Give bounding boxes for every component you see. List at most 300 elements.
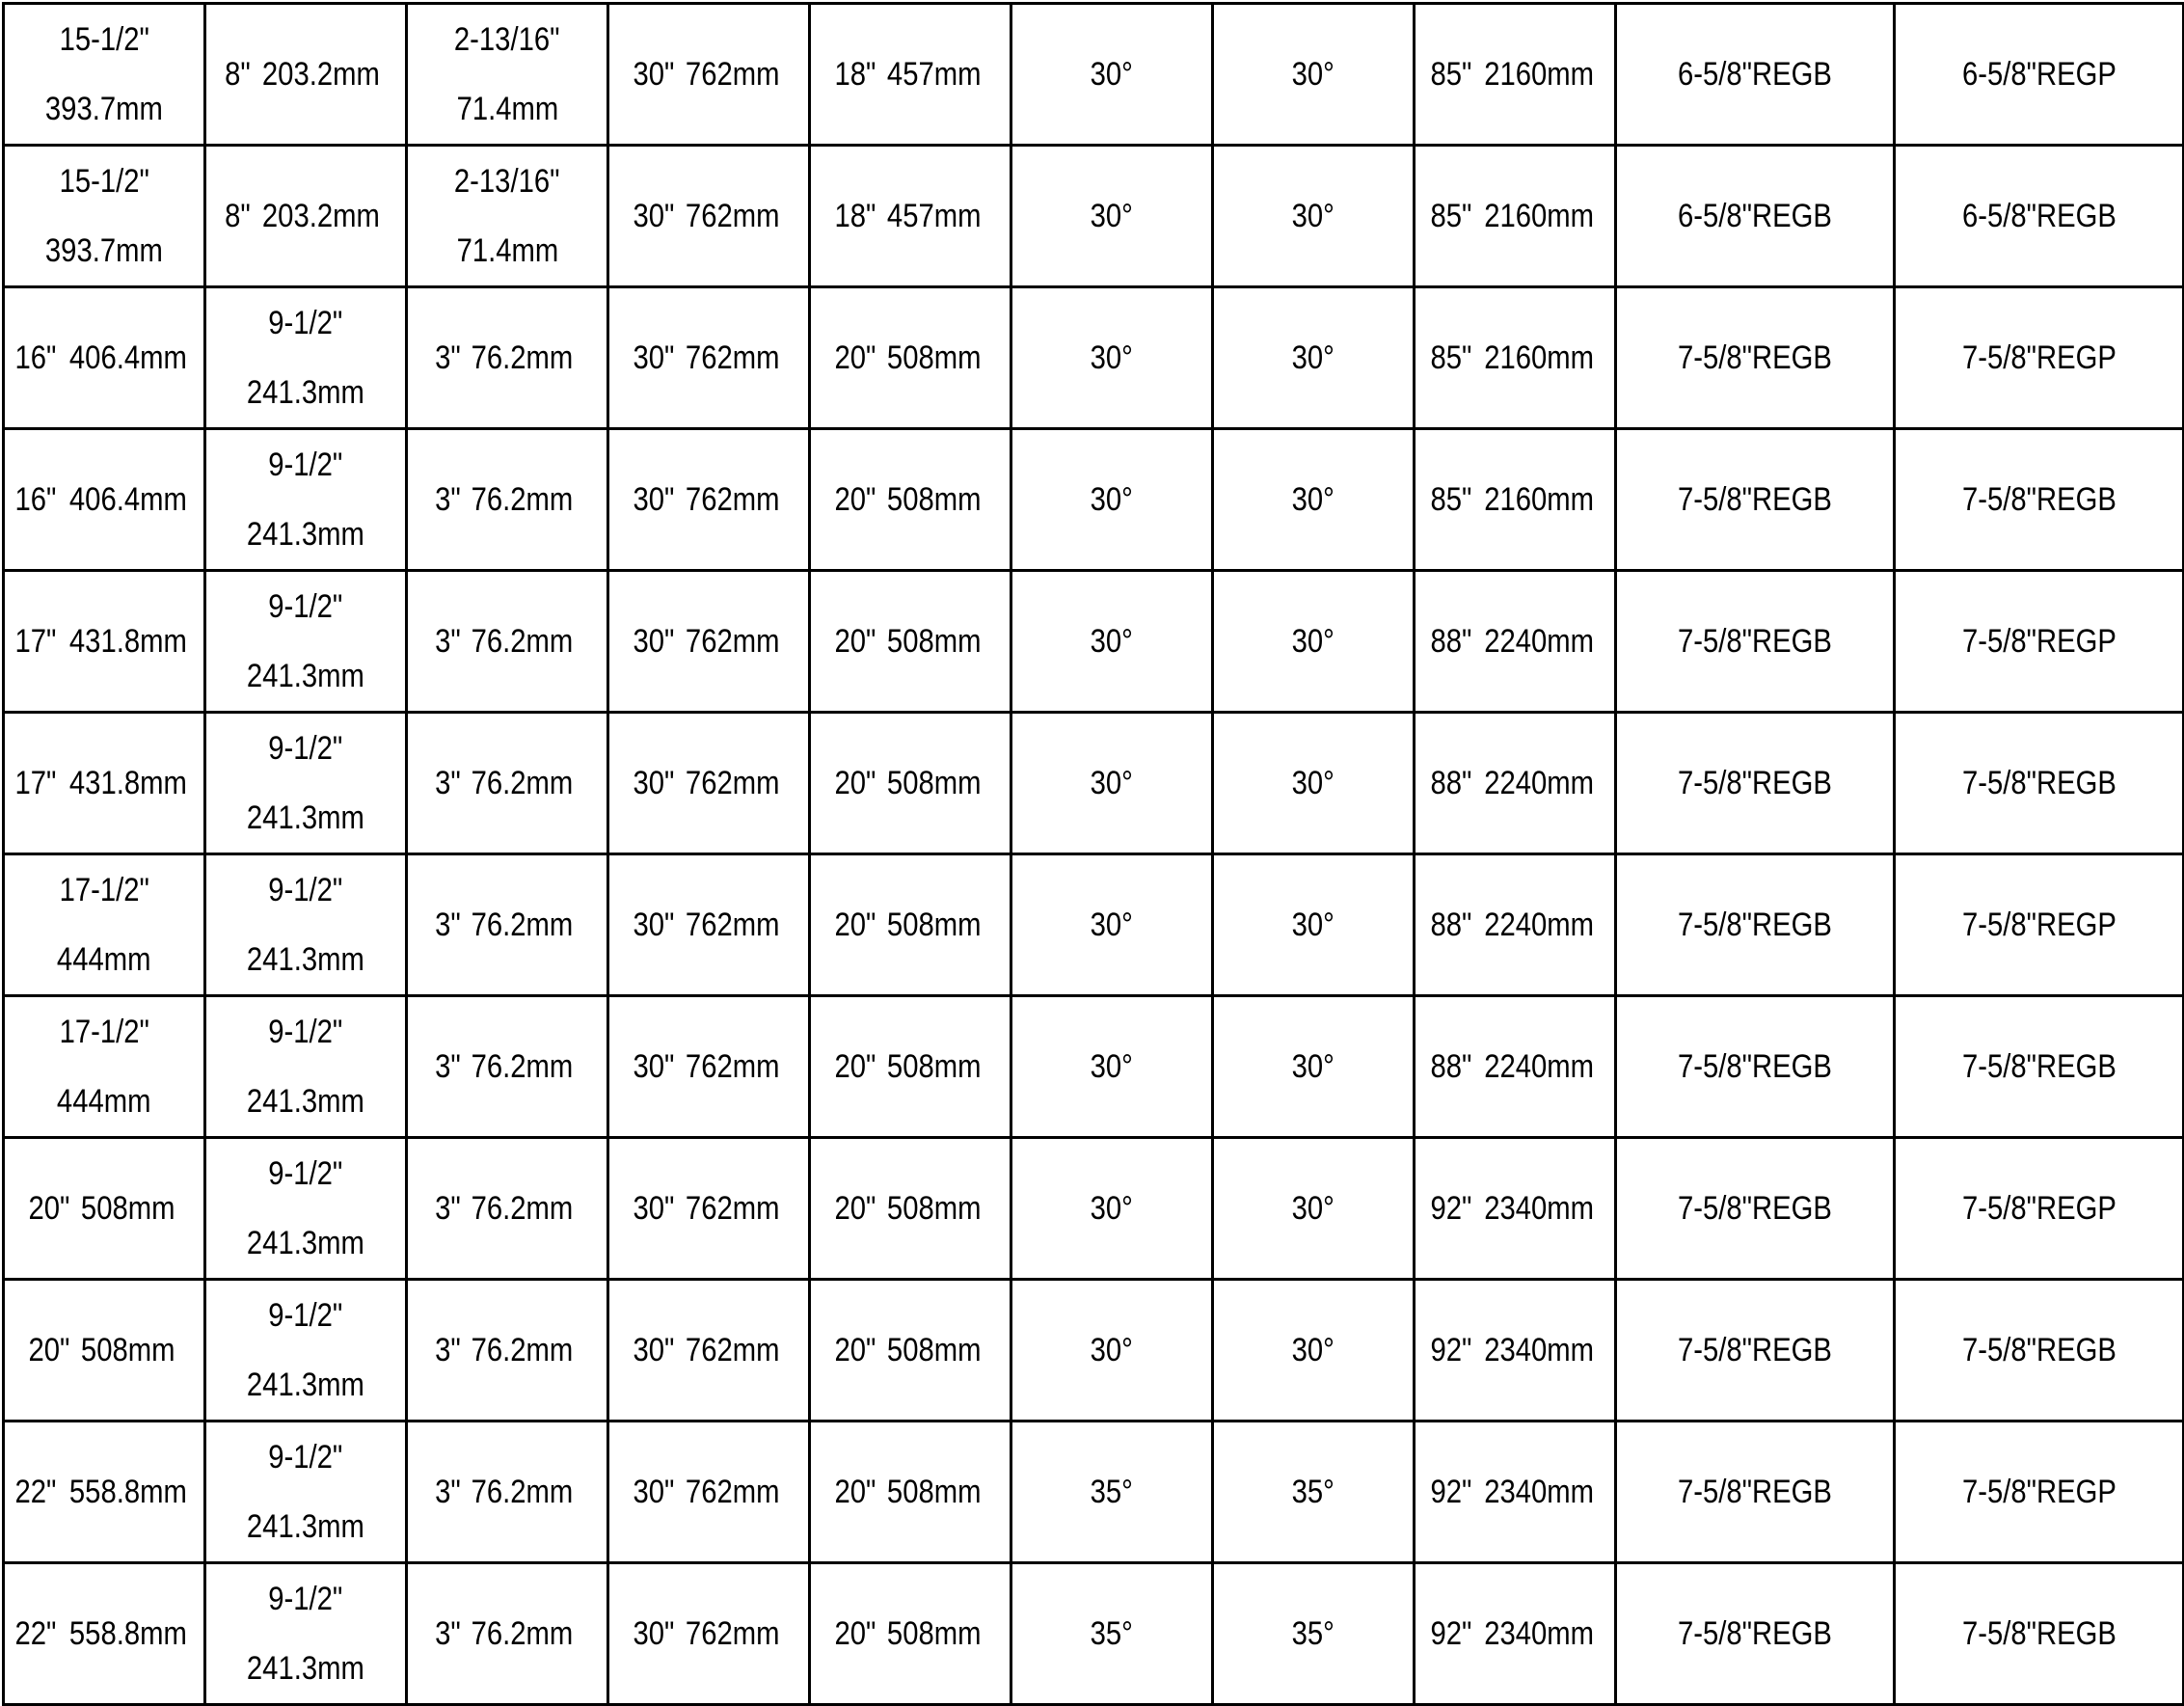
cell-value-secondary: 241.3mm: [247, 658, 364, 694]
cell-value-primary: 92": [1430, 1190, 1472, 1227]
table-cell: [1895, 146, 2184, 287]
table-cell: [1213, 1280, 1415, 1422]
cell-value-primary: 20": [834, 1615, 876, 1652]
table-cell: [608, 1280, 810, 1422]
table-row: [4, 429, 2184, 571]
cell-value-primary: 7-5/8"REGP: [1961, 623, 2117, 660]
table-cell: [1895, 571, 2184, 713]
table-cell: [205, 996, 407, 1138]
cell-value-secondary: 76.2mm: [471, 481, 574, 518]
cell-value-secondary: 508mm: [887, 623, 982, 660]
cell-value-secondary: 558.8mm: [68, 1615, 187, 1652]
table-cell: [407, 713, 608, 854]
table-cell: [407, 429, 608, 571]
table-cell: [205, 1422, 407, 1563]
table-cell: [1213, 4, 1415, 146]
cell-value-secondary: 444mm: [57, 1083, 151, 1120]
cell-value-primary: 85": [1430, 56, 1472, 93]
table-cell: [1895, 429, 2184, 571]
table-cell: [810, 996, 1011, 1138]
cell-value-secondary: 508mm: [887, 765, 982, 801]
cell-value-secondary: 406.4mm: [68, 481, 187, 518]
cell-value-secondary: 241.3mm: [247, 1083, 364, 1120]
cell-value-primary: 35°: [1291, 1474, 1335, 1510]
table-cell: [810, 854, 1011, 996]
table-cell: [1415, 429, 1616, 571]
table-cell: [1895, 996, 2184, 1138]
table-cell: [810, 1422, 1011, 1563]
cell-value-primary: 30": [633, 56, 675, 93]
cell-value-primary: 30°: [1090, 765, 1134, 801]
cell-value-primary: 7-5/8"REGB: [1678, 1332, 1832, 1368]
cell-value-secondary: 241.3mm: [247, 1650, 364, 1687]
table-cell: [407, 1563, 608, 1705]
cell-value-secondary: 241.3mm: [247, 1367, 364, 1403]
cell-value-primary: 7-5/8"REGB: [1961, 481, 2117, 518]
cell-value-secondary: 457mm: [887, 56, 982, 93]
table-cell: [4, 713, 205, 854]
table-cell: [1213, 713, 1415, 854]
cell-value-primary: 3": [435, 907, 461, 943]
cell-value-primary: 7-5/8"REGB: [1678, 765, 1832, 801]
cell-value-primary: 30°: [1090, 1190, 1134, 1227]
table-row: [4, 996, 2184, 1138]
cell-value-primary: 30°: [1090, 198, 1134, 234]
cell-value-primary: 6-5/8"REGB: [1961, 198, 2117, 234]
cell-value-primary: 30°: [1291, 481, 1335, 518]
table-row: [4, 4, 2184, 146]
table-row: [4, 287, 2184, 429]
table-cell: [1213, 287, 1415, 429]
table-cell: [407, 996, 608, 1138]
cell-value-secondary: 762mm: [686, 339, 780, 376]
table-cell: [4, 1563, 205, 1705]
cell-value-secondary: 762mm: [686, 1332, 780, 1368]
cell-value-secondary: 76.2mm: [471, 1048, 574, 1085]
cell-value-secondary: 76.2mm: [471, 339, 574, 376]
table-cell: [1616, 429, 1895, 571]
cell-value-primary: 85": [1430, 481, 1472, 518]
cell-value-primary: 7-5/8"REGB: [1678, 481, 1832, 518]
cell-value-primary: 7-5/8"REGB: [1678, 1048, 1832, 1085]
table-cell: [1213, 854, 1415, 996]
cell-value-secondary: 241.3mm: [247, 516, 364, 553]
table-cell: [1213, 146, 1415, 287]
cell-value-secondary: 508mm: [81, 1332, 175, 1368]
cell-value-primary: 7-5/8"REGP: [1961, 339, 2117, 376]
cell-value-primary: 3": [435, 1474, 461, 1510]
cell-value-primary: 3": [435, 1615, 461, 1652]
cell-value-secondary: 203.2mm: [261, 198, 380, 234]
cell-value-secondary: 2160mm: [1484, 339, 1594, 376]
table-cell: [810, 1280, 1011, 1422]
table-cell: [810, 571, 1011, 713]
cell-value-primary: 30°: [1291, 623, 1335, 660]
cell-value-secondary: 762mm: [686, 1615, 780, 1652]
cell-value-primary: 9-1/2": [268, 1297, 343, 1334]
table-cell: [1415, 1563, 1616, 1705]
cell-value-secondary: 762mm: [686, 56, 780, 93]
cell-value-secondary: 2340mm: [1484, 1332, 1594, 1368]
cell-value-primary: 2-13/16": [454, 163, 560, 200]
cell-value-primary: 7-5/8"REGB: [1961, 1332, 2117, 1368]
cell-value-primary: 30°: [1291, 765, 1335, 801]
table-cell: [1011, 996, 1213, 1138]
cell-value-primary: 92": [1430, 1615, 1472, 1652]
cell-value-secondary: 76.2mm: [471, 1474, 574, 1510]
cell-value-primary: 7-5/8"REGB: [1961, 1615, 2117, 1652]
cell-value-primary: 7-5/8"REGP: [1961, 907, 2117, 943]
table-cell: [1011, 854, 1213, 996]
cell-value-primary: 30": [633, 1332, 675, 1368]
cell-value-primary: 30°: [1090, 1048, 1134, 1085]
table-cell: [1616, 4, 1895, 146]
table-cell: [1895, 287, 2184, 429]
cell-value-primary: 3": [435, 339, 461, 376]
table-cell: [205, 429, 407, 571]
table-cell: [205, 1138, 407, 1280]
cell-value-primary: 20": [834, 907, 876, 943]
table-cell: [1415, 1138, 1616, 1280]
table-cell: [4, 854, 205, 996]
table-cell: [810, 429, 1011, 571]
table-cell: [1415, 854, 1616, 996]
cell-value-primary: 7-5/8"REGP: [1961, 1474, 2117, 1510]
table-cell: [608, 146, 810, 287]
cell-value-primary: 7-5/8"REGB: [1961, 765, 2117, 801]
cell-value-primary: 7-5/8"REGB: [1678, 907, 1832, 943]
table-cell: [205, 1563, 407, 1705]
cell-value-primary: 3": [435, 481, 461, 518]
table-cell: [1011, 1563, 1213, 1705]
cell-value-secondary: 2340mm: [1484, 1474, 1594, 1510]
cell-value-primary: 30°: [1291, 339, 1335, 376]
cell-value-primary: 20": [834, 623, 876, 660]
cell-value-primary: 30°: [1291, 1332, 1335, 1368]
cell-value-primary: 85": [1430, 198, 1472, 234]
cell-value-primary: 17": [14, 765, 57, 801]
table-cell: [407, 1422, 608, 1563]
table-cell: [4, 1138, 205, 1280]
cell-value-secondary: 762mm: [686, 623, 780, 660]
cell-value-primary: 3": [435, 1048, 461, 1085]
table-cell: [205, 287, 407, 429]
cell-value-primary: 3": [435, 1332, 461, 1368]
cell-value-primary: 22": [14, 1615, 57, 1652]
cell-value-secondary: 508mm: [887, 1332, 982, 1368]
table-row: [4, 854, 2184, 996]
table-cell: [205, 854, 407, 996]
table-cell: [205, 713, 407, 854]
cell-value-secondary: 76.2mm: [471, 765, 574, 801]
cell-value-secondary: 508mm: [887, 1615, 982, 1652]
table-cell: [1895, 1138, 2184, 1280]
cell-value-secondary: 76.2mm: [471, 1332, 574, 1368]
cell-value-primary: 30°: [1291, 1048, 1335, 1085]
cell-value-secondary: 508mm: [887, 481, 982, 518]
cell-value-primary: 92": [1430, 1332, 1472, 1368]
cell-value-primary: 17": [14, 623, 57, 660]
cell-value-secondary: 241.3mm: [247, 1508, 364, 1545]
table-cell: [205, 146, 407, 287]
cell-value-primary: 8": [224, 198, 251, 234]
cell-value-primary: 30": [633, 623, 675, 660]
table-cell: [4, 429, 205, 571]
table-cell: [810, 287, 1011, 429]
cell-value-secondary: 2160mm: [1484, 198, 1594, 234]
table-row: [4, 1563, 2184, 1705]
table-cell: [1415, 4, 1616, 146]
table-cell: [1895, 1422, 2184, 1563]
cell-value-primary: 30": [633, 765, 675, 801]
cell-value-primary: 3": [435, 623, 461, 660]
cell-value-primary: 18": [834, 198, 876, 234]
cell-value-primary: 30°: [1090, 623, 1134, 660]
cell-value-primary: 30°: [1291, 1190, 1335, 1227]
cell-value-secondary: 2340mm: [1484, 1190, 1594, 1227]
cell-value-secondary: 762mm: [686, 1474, 780, 1510]
cell-value-primary: 17-1/2": [59, 872, 149, 908]
table-cell: [1616, 287, 1895, 429]
cell-value-primary: 3": [435, 1190, 461, 1227]
cell-value-secondary: 76.2mm: [471, 1190, 574, 1227]
cell-value-secondary: 508mm: [887, 1474, 982, 1510]
table-cell: [1011, 146, 1213, 287]
table-cell: [1213, 1563, 1415, 1705]
cell-value-secondary: 431.8mm: [68, 623, 187, 660]
cell-value-primary: 30°: [1090, 56, 1134, 93]
table-cell: [1415, 1422, 1616, 1563]
cell-value-primary: 8": [224, 56, 251, 93]
cell-value-primary: 20": [28, 1332, 70, 1368]
table-cell: [1616, 713, 1895, 854]
cell-value-secondary: 393.7mm: [45, 91, 163, 127]
table-cell: [608, 287, 810, 429]
table-cell: [1415, 996, 1616, 1138]
cell-value-primary: 30°: [1090, 1332, 1134, 1368]
cell-value-secondary: 2240mm: [1484, 623, 1594, 660]
table-cell: [608, 571, 810, 713]
cell-value-secondary: 508mm: [887, 339, 982, 376]
cell-value-secondary: 762mm: [686, 1048, 780, 1085]
table-row: [4, 713, 2184, 854]
table-row: [4, 1422, 2184, 1563]
cell-value-secondary: 241.3mm: [247, 1225, 364, 1261]
table-cell: [608, 1138, 810, 1280]
cell-value-primary: 17-1/2": [59, 1014, 149, 1050]
cell-value-secondary: 2240mm: [1484, 907, 1594, 943]
cell-value-primary: 7-5/8"REGB: [1678, 339, 1832, 376]
table-cell: [810, 1563, 1011, 1705]
table-cell: [1415, 713, 1616, 854]
cell-value-primary: 9-1/2": [268, 1439, 343, 1476]
cell-value-primary: 30°: [1291, 56, 1335, 93]
table-cell: [810, 146, 1011, 287]
cell-value-secondary: 76.2mm: [471, 1615, 574, 1652]
cell-value-primary: 9-1/2": [268, 1581, 343, 1617]
cell-value-primary: 7-5/8"REGB: [1678, 1615, 1832, 1652]
cell-value-secondary: 241.3mm: [247, 799, 364, 836]
cell-value-primary: 22": [14, 1474, 57, 1510]
cell-value-primary: 88": [1430, 623, 1472, 660]
table-cell: [1011, 429, 1213, 571]
table-cell: [608, 996, 810, 1138]
table-cell: [407, 1138, 608, 1280]
cell-value-primary: 30": [633, 1474, 675, 1510]
cell-value-secondary: 76.2mm: [471, 623, 574, 660]
cell-value-primary: 9-1/2": [268, 730, 343, 767]
cell-value-primary: 9-1/2": [268, 305, 343, 341]
table-cell: [1616, 1422, 1895, 1563]
cell-value-primary: 30": [633, 339, 675, 376]
cell-value-secondary: 762mm: [686, 907, 780, 943]
cell-value-secondary: 444mm: [57, 941, 151, 978]
table-cell: [608, 1422, 810, 1563]
cell-value-primary: 9-1/2": [268, 1155, 343, 1192]
table-cell: [407, 146, 608, 287]
table-row: [4, 1138, 2184, 1280]
table-cell: [608, 1563, 810, 1705]
cell-value-primary: 30°: [1090, 481, 1134, 518]
table-cell: [810, 713, 1011, 854]
cell-value-primary: 30": [633, 907, 675, 943]
table-cell: [1011, 571, 1213, 713]
cell-value-primary: 9-1/2": [268, 588, 343, 625]
cell-value-secondary: 203.2mm: [261, 56, 380, 93]
cell-value-secondary: 241.3mm: [247, 374, 364, 411]
table-cell: [205, 571, 407, 713]
cell-value-secondary: 393.7mm: [45, 232, 163, 269]
table-cell: [407, 571, 608, 713]
cell-value-primary: 85": [1430, 339, 1472, 376]
cell-value-primary: 30": [633, 1615, 675, 1652]
table-cell: [1213, 1138, 1415, 1280]
cell-value-primary: 9-1/2": [268, 1014, 343, 1050]
table-cell: [1011, 287, 1213, 429]
table-cell: [1213, 996, 1415, 1138]
cell-value-primary: 7-5/8"REGB: [1678, 1474, 1832, 1510]
table-cell: [407, 1280, 608, 1422]
table-cell: [1011, 1422, 1213, 1563]
table-cell: [1895, 1280, 2184, 1422]
table-cell: [1011, 1280, 1213, 1422]
cell-value-secondary: 71.4mm: [456, 91, 558, 127]
cell-value-primary: 20": [834, 1332, 876, 1368]
cell-value-primary: 88": [1430, 765, 1472, 801]
table-cell: [4, 1280, 205, 1422]
table-cell: [608, 713, 810, 854]
table-cell: [1616, 146, 1895, 287]
cell-value-primary: 16": [14, 339, 57, 376]
table-cell: [4, 996, 205, 1138]
cell-value-primary: 15-1/2": [59, 21, 149, 58]
spec-table: [2, 2, 2184, 1706]
table-cell: [407, 854, 608, 996]
cell-value-secondary: 508mm: [887, 907, 982, 943]
table-cell: [4, 146, 205, 287]
cell-value-primary: 30": [633, 198, 675, 234]
cell-value-primary: 30": [633, 1048, 675, 1085]
cell-value-secondary: 762mm: [686, 765, 780, 801]
cell-value-primary: 2-13/16": [454, 21, 560, 58]
cell-value-primary: 88": [1430, 907, 1472, 943]
cell-value-primary: 20": [834, 1474, 876, 1510]
cell-value-primary: 30": [633, 1190, 675, 1227]
cell-value-primary: 88": [1430, 1048, 1472, 1085]
table-cell: [608, 854, 810, 996]
cell-value-secondary: 2160mm: [1484, 56, 1594, 93]
cell-value-secondary: 71.4mm: [456, 232, 558, 269]
cell-value-secondary: 241.3mm: [247, 941, 364, 978]
cell-value-primary: 20": [834, 765, 876, 801]
cell-value-primary: 16": [14, 481, 57, 518]
cell-value-secondary: 406.4mm: [68, 339, 187, 376]
table-cell: [1011, 1138, 1213, 1280]
cell-value-primary: 15-1/2": [59, 163, 149, 200]
table-cell: [4, 4, 205, 146]
table-cell: [1616, 996, 1895, 1138]
table-cell: [1616, 854, 1895, 996]
cell-value-primary: 30": [633, 481, 675, 518]
cell-value-secondary: 762mm: [686, 198, 780, 234]
cell-value-primary: 30°: [1291, 907, 1335, 943]
table-cell: [810, 4, 1011, 146]
table-cell: [608, 429, 810, 571]
table-cell: [1415, 287, 1616, 429]
cell-value-secondary: 2240mm: [1484, 1048, 1594, 1085]
cell-value-secondary: 762mm: [686, 1190, 780, 1227]
cell-value-primary: 3": [435, 765, 461, 801]
table-cell: [1616, 1280, 1895, 1422]
cell-value-primary: 7-5/8"REGB: [1678, 623, 1832, 660]
cell-value-primary: 30°: [1291, 198, 1335, 234]
cell-value-primary: 92": [1430, 1474, 1472, 1510]
table-cell: [205, 1280, 407, 1422]
table-cell: [608, 4, 810, 146]
table-row: [4, 1280, 2184, 1422]
table-cell: [1415, 1280, 1616, 1422]
table-cell: [205, 4, 407, 146]
table-cell: [4, 287, 205, 429]
cell-value-secondary: 2340mm: [1484, 1615, 1594, 1652]
table-cell: [810, 1138, 1011, 1280]
table-cell: [1213, 429, 1415, 571]
cell-value-primary: 7-5/8"REGB: [1961, 1048, 2117, 1085]
table-cell: [1011, 4, 1213, 146]
table-cell: [1213, 571, 1415, 713]
cell-value-primary: 6-5/8"REGB: [1678, 198, 1832, 234]
table-cell: [1616, 571, 1895, 713]
table-cell: [1895, 1563, 2184, 1705]
cell-value-primary: 30°: [1090, 907, 1134, 943]
cell-value-primary: 20": [834, 339, 876, 376]
cell-value-primary: 30°: [1090, 339, 1134, 376]
table-row: [4, 146, 2184, 287]
cell-value-primary: 9-1/2": [268, 872, 343, 908]
cell-value-primary: 20": [834, 1048, 876, 1085]
cell-value-primary: 7-5/8"REGB: [1678, 1190, 1832, 1227]
cell-value-secondary: 558.8mm: [68, 1474, 187, 1510]
cell-value-secondary: 508mm: [887, 1048, 982, 1085]
table-row: [4, 571, 2184, 713]
table-cell: [1213, 1422, 1415, 1563]
table-cell: [407, 4, 608, 146]
table-cell: [1895, 854, 2184, 996]
cell-value-secondary: 457mm: [887, 198, 982, 234]
cell-value-primary: 20": [834, 481, 876, 518]
table-cell: [1895, 713, 2184, 854]
cell-value-secondary: 762mm: [686, 481, 780, 518]
